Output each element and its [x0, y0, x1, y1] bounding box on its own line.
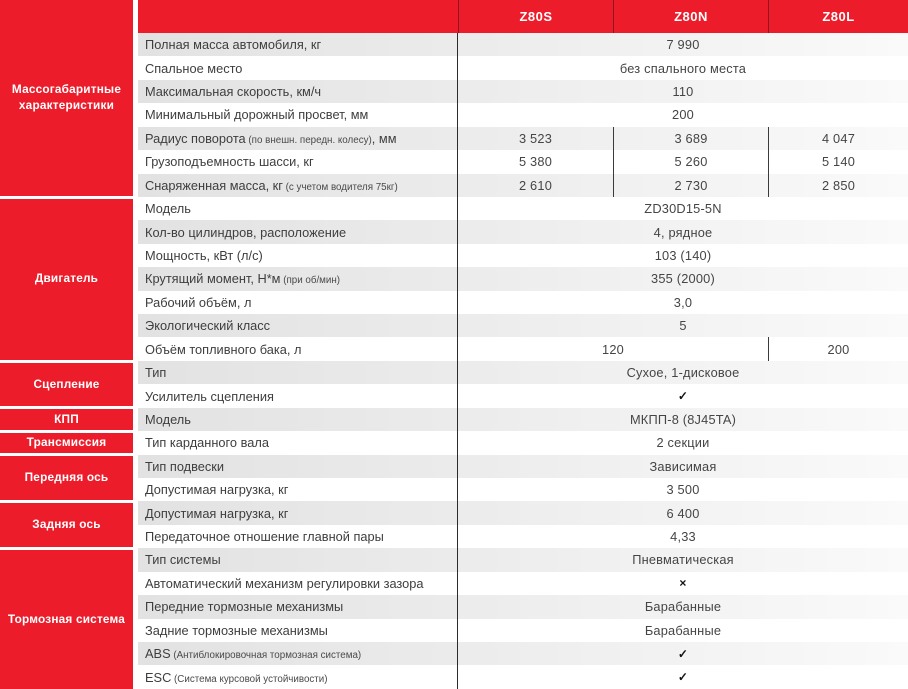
spec-row	[138, 408, 908, 431]
spec-value: Сухое, 1-дисковое	[626, 365, 740, 381]
spec-parameter-label: Тип карданного вала	[145, 435, 269, 451]
spec-values	[457, 384, 908, 407]
spec-value: ✓	[677, 646, 689, 661]
spec-parameter-label: ABS (Антиблокировочная тормозная система)	[145, 646, 362, 662]
spec-value: 120	[602, 341, 624, 357]
spec-row	[138, 595, 908, 618]
spec-values	[457, 127, 908, 150]
spec-parameter-label: Допустимая нагрузка, кг	[145, 482, 289, 498]
spec-value: 5	[679, 318, 687, 334]
spec-row	[138, 455, 908, 478]
spec-row	[138, 525, 908, 548]
spec-values	[457, 361, 908, 384]
spec-values	[457, 244, 908, 267]
spec-value: 355 (2000)	[651, 271, 715, 287]
spec-row	[138, 478, 908, 501]
spec-row	[138, 127, 908, 150]
spec-table-body	[138, 33, 908, 689]
section-label: КПП	[0, 409, 133, 429]
table-header-row	[138, 0, 908, 33]
column-header-z80n: Z80N	[613, 0, 768, 33]
spec-value: 7 990	[666, 37, 700, 53]
spec-parameter-label: Модель	[145, 411, 191, 427]
spec-value: 200	[672, 107, 694, 123]
section-label: Тормозная система	[0, 550, 133, 689]
spec-row	[138, 665, 908, 688]
spec-parameter-label: Радиус поворота (по внешн. передн. колесу), мм	[145, 130, 397, 146]
spec-value: 3,0	[673, 294, 693, 310]
spec-value: 3 523	[518, 130, 553, 146]
spec-row	[138, 384, 908, 407]
spec-row	[138, 33, 908, 56]
spec-parameter-label: Снаряженная масса, кг (с учетом водителя 75кг)	[145, 177, 398, 193]
spec-value: 3 689	[613, 127, 768, 150]
spec-parameter-label: Тип	[145, 365, 167, 381]
spec-parameter-label: Допустимая нагрузка, кг	[145, 505, 289, 521]
spec-parameter-label: Минимальный дорожный просвет, мм	[145, 107, 369, 123]
spec-values	[457, 595, 908, 618]
spec-row	[138, 619, 908, 642]
spec-values	[457, 572, 908, 595]
spec-parameter-label: Объём топливного бака, л	[145, 341, 302, 357]
spec-values	[457, 80, 908, 103]
spec-row	[138, 174, 908, 197]
spec-value: 4 047	[768, 127, 908, 150]
spec-values	[457, 314, 908, 337]
spec-row	[138, 337, 908, 360]
section-label: Задняя ось	[0, 503, 133, 547]
spec-value: 5 380	[518, 154, 553, 170]
spec-values	[457, 103, 908, 126]
spec-values	[457, 665, 908, 688]
spec-parameter-label: Тип системы	[145, 552, 221, 568]
section-label: Массогабаритные характеристики	[0, 0, 133, 196]
spec-value: 2 610	[518, 177, 553, 193]
spec-value: 4, рядное	[653, 224, 713, 240]
spec-value: 5 260	[613, 150, 768, 173]
spec-parameter-label: Полная масса автомобиля, кг	[145, 37, 322, 53]
spec-parameter-label: Автоматический механизм регулировки зазора	[145, 575, 424, 591]
spec-parameter-label: Задние тормозные механизмы	[145, 622, 328, 638]
spec-row	[138, 548, 908, 571]
section-label: Трансмиссия	[0, 433, 133, 453]
spec-value: МКПП-8 (8J45TA)	[629, 411, 737, 427]
spec-values	[457, 408, 908, 431]
spec-row	[138, 431, 908, 454]
spec-values	[457, 56, 908, 79]
spec-parameter-label: Спальное место	[145, 60, 243, 76]
spec-row	[138, 291, 908, 314]
spec-row	[138, 197, 908, 220]
spec-values	[457, 337, 908, 360]
spec-value: ✓	[677, 389, 689, 404]
spec-row	[138, 572, 908, 595]
spec-row	[138, 103, 908, 126]
spec-values	[457, 33, 908, 56]
spec-values	[457, 548, 908, 571]
spec-parameter-label: Передние тормозные механизмы	[145, 599, 344, 615]
spec-values	[457, 150, 908, 173]
spec-value: без спального места	[619, 60, 747, 76]
spec-value: 5 140	[768, 150, 908, 173]
spec-row	[138, 150, 908, 173]
spec-row	[138, 267, 908, 290]
spec-values	[457, 431, 908, 454]
spec-value: 103 (140)	[654, 248, 712, 263]
spec-row	[138, 220, 908, 243]
spec-values	[457, 455, 908, 478]
spec-values	[457, 525, 908, 548]
spec-row	[138, 244, 908, 267]
column-header-z80l: Z80L	[768, 0, 908, 33]
spec-row	[138, 361, 908, 384]
spec-value: ZD30D15-5N	[644, 201, 722, 217]
spec-values	[457, 291, 908, 314]
spec-values	[457, 197, 908, 220]
spec-value: 3 500	[666, 482, 700, 498]
spec-parameter-label: Тип подвески	[145, 458, 225, 474]
spec-value: 2 850	[768, 174, 908, 197]
spec-values	[457, 174, 908, 197]
spec-row	[138, 314, 908, 337]
spec-value: Зависимая	[649, 458, 717, 474]
spec-parameter-label: Усилитель сцепления	[145, 388, 274, 404]
spec-row	[138, 80, 908, 103]
section-label: Передняя ось	[0, 456, 133, 500]
spec-value: Барабанные	[644, 599, 722, 615]
section-label: Сцепление	[0, 363, 133, 407]
spec-value: ✓	[677, 670, 689, 685]
spec-parameter-label: Экологический класс	[145, 318, 271, 334]
spec-values	[457, 619, 908, 642]
spec-value: ×	[679, 576, 687, 591]
spec-row	[138, 642, 908, 665]
header-spacer	[138, 0, 458, 33]
column-header-z80s: Z80S	[458, 0, 613, 33]
spec-parameter-label: Модель	[145, 201, 191, 217]
spec-parameter-label: Крутящий момент, Н*м (при об/мин)	[145, 271, 341, 287]
spec-parameter-label: Передаточное отношение главной пары	[145, 529, 384, 545]
spec-value: 6 400	[666, 505, 700, 521]
spec-value: 4,33	[670, 529, 696, 545]
spec-parameter-label: Грузоподъемность шасси, кг	[145, 154, 314, 170]
spec-values	[457, 267, 908, 290]
spec-values	[457, 220, 908, 243]
spec-parameter-label: Кол-во цилиндров, расположение	[145, 224, 347, 240]
spec-value: 2 730	[613, 174, 768, 197]
spec-values	[457, 478, 908, 501]
spec-parameter-label: ESC (Система курсовой устойчивости)	[145, 669, 328, 685]
spec-value: 110	[672, 84, 694, 100]
spec-value: Пневматическая	[632, 552, 734, 568]
spec-value: 200	[768, 337, 908, 360]
spec-value: 2 секции	[656, 435, 710, 451]
spec-parameter-label: Рабочий объём, л	[145, 294, 252, 310]
spec-parameter-label: Мощность, кВт (л/с)	[145, 248, 263, 263]
spec-parameter-label: Максимальная скорость, км/ч	[145, 84, 322, 100]
spec-values	[457, 642, 908, 665]
spec-row	[138, 56, 908, 79]
spec-row	[138, 501, 908, 524]
spec-value: Барабанные	[644, 622, 722, 638]
section-label: Двигатель	[0, 199, 133, 360]
spec-values	[457, 501, 908, 524]
